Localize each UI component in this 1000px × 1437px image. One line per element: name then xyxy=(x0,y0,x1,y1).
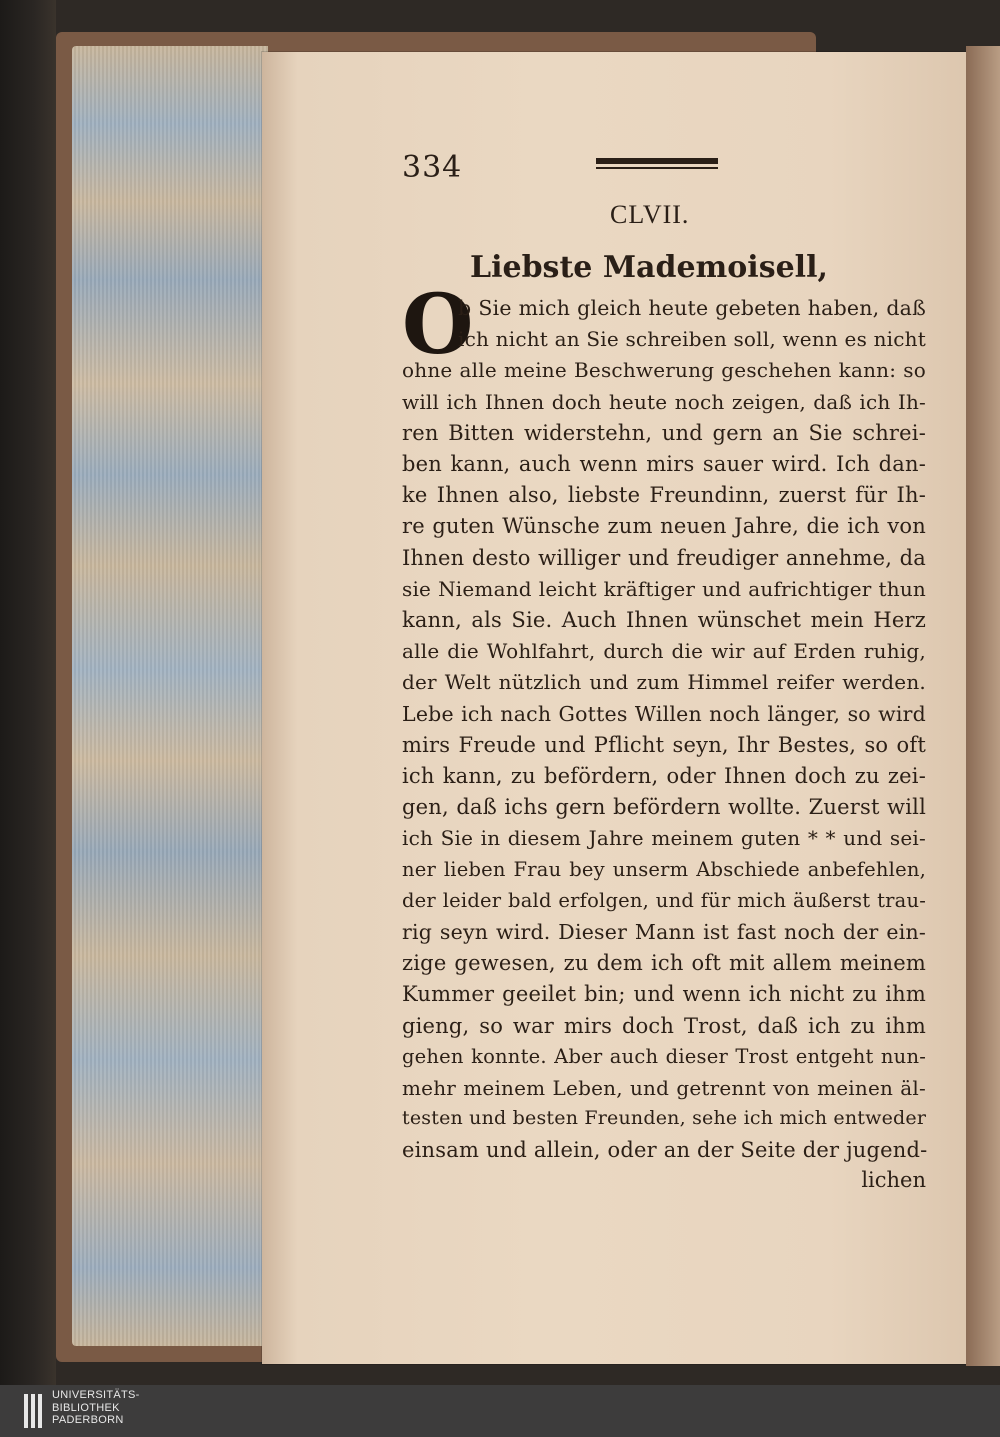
text-line: der Welt nützlich und zum Himmel reifer werden. xyxy=(402,670,926,695)
header-rule-thin xyxy=(596,167,718,169)
adjacent-page-edge xyxy=(966,46,1000,1366)
header-rule-thick xyxy=(596,158,718,164)
text-line: ben kann, auch wenn mirs sauer wird. Ich dan- xyxy=(402,452,926,476)
library-logo-icon xyxy=(22,1392,46,1430)
text-line: sie Niemand leicht kräftiger und aufrichtiger thun xyxy=(402,576,926,601)
logo-line: PADERBORN xyxy=(52,1414,124,1426)
text-line: re guten Wünsche zum neuen Jahre, die ich von xyxy=(402,514,926,539)
text-line: zige gewesen, zu dem ich oft mit allem meinem xyxy=(402,951,926,976)
marbled-fore-edge xyxy=(72,46,268,1346)
chapter-heading: CLVII. xyxy=(610,200,690,229)
text-line: mehr meinem Leben, und getrennt von meinen äl- xyxy=(402,1076,926,1100)
text-line: mirs Freude und Pflicht seyn, Ihr Bestes, so oft xyxy=(402,732,926,757)
scan-margin xyxy=(0,0,56,1385)
text-line: Ihnen desto williger und freudiger annehme, da xyxy=(402,545,926,570)
text-line: gieng, so war mirs doch Trost, daß ich zu ihm xyxy=(402,1013,926,1038)
text-line: Kummer geeilet bin; und wenn ich nicht zu ihm xyxy=(402,982,926,1007)
text-line: rig seyn wird. Dieser Mann ist fast noch der ein- xyxy=(402,920,926,944)
text-line: ich kann, zu befördern, oder Ihnen doch zu zei- xyxy=(402,764,926,788)
drop-cap: O xyxy=(402,277,474,373)
text-line: Lebe ich nach Gottes Willen noch länger, so wird xyxy=(402,701,926,726)
logo-line: UNIVERSITÄTS- xyxy=(52,1389,140,1401)
text-line: der leider bald erfolgen, und für mich äußerst trau- xyxy=(402,888,926,912)
logo-line: BIBLIOTHEK xyxy=(52,1401,120,1414)
page-number: 334 xyxy=(402,150,463,185)
text-line: testen und besten Freunden, sehe ich mich entweder xyxy=(402,1107,927,1130)
text-line: kann, als Sie. Auch Ihnen wünschet mein Herz xyxy=(402,608,926,632)
salutation: Liebste Mademoisell, xyxy=(470,250,828,285)
text-line: ich Sie in diesem Jahre meinem guten * * und sei- xyxy=(402,826,926,851)
header-rule xyxy=(596,158,718,172)
library-logo-text xyxy=(52,1389,140,1427)
catchword: lichen xyxy=(861,1168,926,1192)
text-line: alle die Wohlfahrt, durch die wir auf Erden ruhig, xyxy=(402,639,926,664)
text-line: einsam und allein, oder an der Seite der jugend- xyxy=(402,1138,928,1163)
text-line: will ich Ihnen doch heute noch zeigen, daß ich Ih- xyxy=(402,389,926,414)
text-line: b Sie mich gleich heute gebeten haben, daß xyxy=(458,296,926,320)
text-line: ke Ihnen also, liebste Freundinn, zuerst für Ih- xyxy=(402,483,926,508)
text-line: ohne alle meine Beschwerung geschehen kann: so xyxy=(402,358,926,383)
text-line: gehen konnte. Aber auch dieser Trost entgeht nun- xyxy=(402,1044,926,1068)
footer-bar xyxy=(0,1385,1000,1437)
text-line: gen, daß ichs gern befördern wollte. Zuerst will xyxy=(402,795,926,820)
text-line: ner lieben Frau bey unserm Abschiede anbefehlen, xyxy=(402,857,926,881)
text-line: ich nicht an Sie schreiben soll, wenn es nicht xyxy=(458,327,926,352)
text-line: ren Bitten widerstehn, und gern an Sie schrei- xyxy=(402,420,926,445)
